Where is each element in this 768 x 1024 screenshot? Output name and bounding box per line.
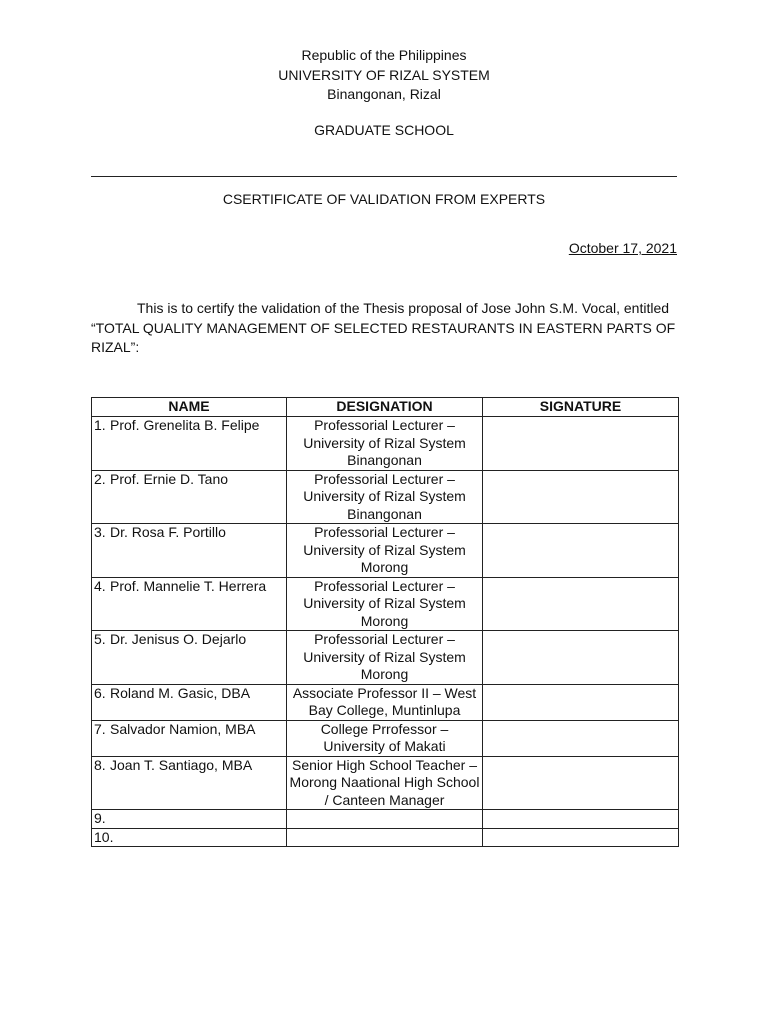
signature-field[interactable]: [483, 417, 679, 471]
separator-line: [91, 176, 677, 177]
table-row: [92, 470, 679, 524]
validator-designation: [287, 810, 483, 829]
document-title: CSERTIFICATE OF VALIDATION FROM EXPERTS: [222, 191, 546, 207]
table-row: [92, 810, 679, 829]
signature-field[interactable]: [483, 524, 679, 578]
signature-field[interactable]: [483, 720, 679, 756]
validator-name-cell: [92, 684, 287, 720]
validator-designation: Professorial Lecturer – University of Rizal System Binangonan: [287, 417, 483, 471]
signature-field[interactable]: [483, 470, 679, 524]
table-row: [92, 577, 679, 631]
validator-name-cell: [92, 828, 287, 847]
signature-field[interactable]: [483, 577, 679, 631]
validator-designation: Senior High School Teacher – Morong Naational High School / Canteen Manager: [287, 756, 483, 810]
document-date: October 17, 2021: [568, 240, 677, 256]
letterhead: [0, 46, 768, 105]
validator-name: Joan T. Santiago, MBA: [110, 756, 253, 773]
validator-name-cell: [92, 417, 287, 471]
table-header-row: [92, 398, 679, 417]
validator-name: Dr. Rosa F. Portillo: [110, 524, 226, 540]
name-column-header: NAME: [92, 398, 287, 417]
validator-designation: College Prrofessor – University of Makati: [287, 720, 483, 756]
school-name: GRADUATE SCHOOL: [314, 122, 454, 138]
row-number: 10.: [94, 828, 114, 845]
row-number: 8.: [94, 756, 106, 773]
validator-name: Dr. Jenisus O. Dejarlo: [110, 631, 247, 647]
signature-field[interactable]: [483, 756, 679, 810]
validator-name-cell: [92, 810, 287, 829]
row-number: 5.: [94, 631, 106, 647]
table-row: [92, 524, 679, 578]
validator-designation: Associate Professor II – West Bay College, Muntinlupa: [287, 684, 483, 720]
signature-field[interactable]: [483, 810, 679, 829]
row-number: 9.: [94, 810, 106, 826]
validator-name-cell: [92, 756, 287, 810]
validator-designation: Professorial Lecturer – University of Rizal System Morong: [287, 577, 483, 631]
row-number: 7.: [94, 720, 106, 737]
validator-designation: Professorial Lecturer – University of Rizal System Binangonan: [287, 470, 483, 524]
signature-field[interactable]: [483, 684, 679, 720]
table-row: [92, 684, 679, 720]
paragraph-text: This is to certify the validation of the Thesis proposal of Jose John S.M. Vocal, entitled “TOTAL QUALITY MANAGEMENT OF SELECTED RESTAURANTS IN EASTERN PARTS OF RIZAL”:: [91, 300, 676, 355]
university-line: UNIVERSITY OF RIZAL SYSTEM: [278, 66, 490, 83]
validator-name-cell: [92, 577, 287, 631]
certification-paragraph: [91, 299, 677, 358]
validator-name: Prof. Grenelita B. Felipe: [110, 417, 260, 433]
validator-name: Salvador Namion, MBA: [110, 720, 256, 737]
table-body: [92, 417, 679, 847]
validator-name-cell: [92, 470, 287, 524]
table-row: [92, 828, 679, 847]
country-line: Republic of the Philippines: [301, 47, 467, 63]
validator-name: Prof. Ernie D. Tano: [110, 470, 229, 487]
signature-field[interactable]: [483, 828, 679, 847]
row-number: 4.: [94, 577, 106, 594]
table-row: [92, 417, 679, 471]
validator-designation: Professorial Lecturer – University of Rizal System Morong: [287, 631, 483, 685]
designation-column-header: DESIGNATION: [287, 398, 483, 417]
row-number: 6.: [94, 684, 106, 701]
validator-name: Roland M. Gasic, DBA: [110, 684, 251, 701]
row-number: 2.: [94, 470, 106, 487]
validator-designation: Professorial Lecturer – University of Rizal System Morong: [287, 524, 483, 578]
table-row: [92, 631, 679, 685]
row-number: 3.: [94, 524, 106, 540]
validator-name: Prof. Mannelie T. Herrera: [110, 577, 267, 594]
location-line: Binangonan, Rizal: [327, 86, 441, 102]
signature-column-header: SIGNATURE: [483, 398, 679, 417]
validator-designation: [287, 828, 483, 847]
row-number: 1.: [94, 417, 106, 433]
validator-name-cell: [92, 720, 287, 756]
validators-table: [91, 397, 679, 847]
table-row: [92, 720, 679, 756]
validator-name-cell: [92, 631, 287, 685]
validator-name-cell: [92, 524, 287, 578]
signature-field[interactable]: [483, 631, 679, 685]
table-row: [92, 756, 679, 810]
